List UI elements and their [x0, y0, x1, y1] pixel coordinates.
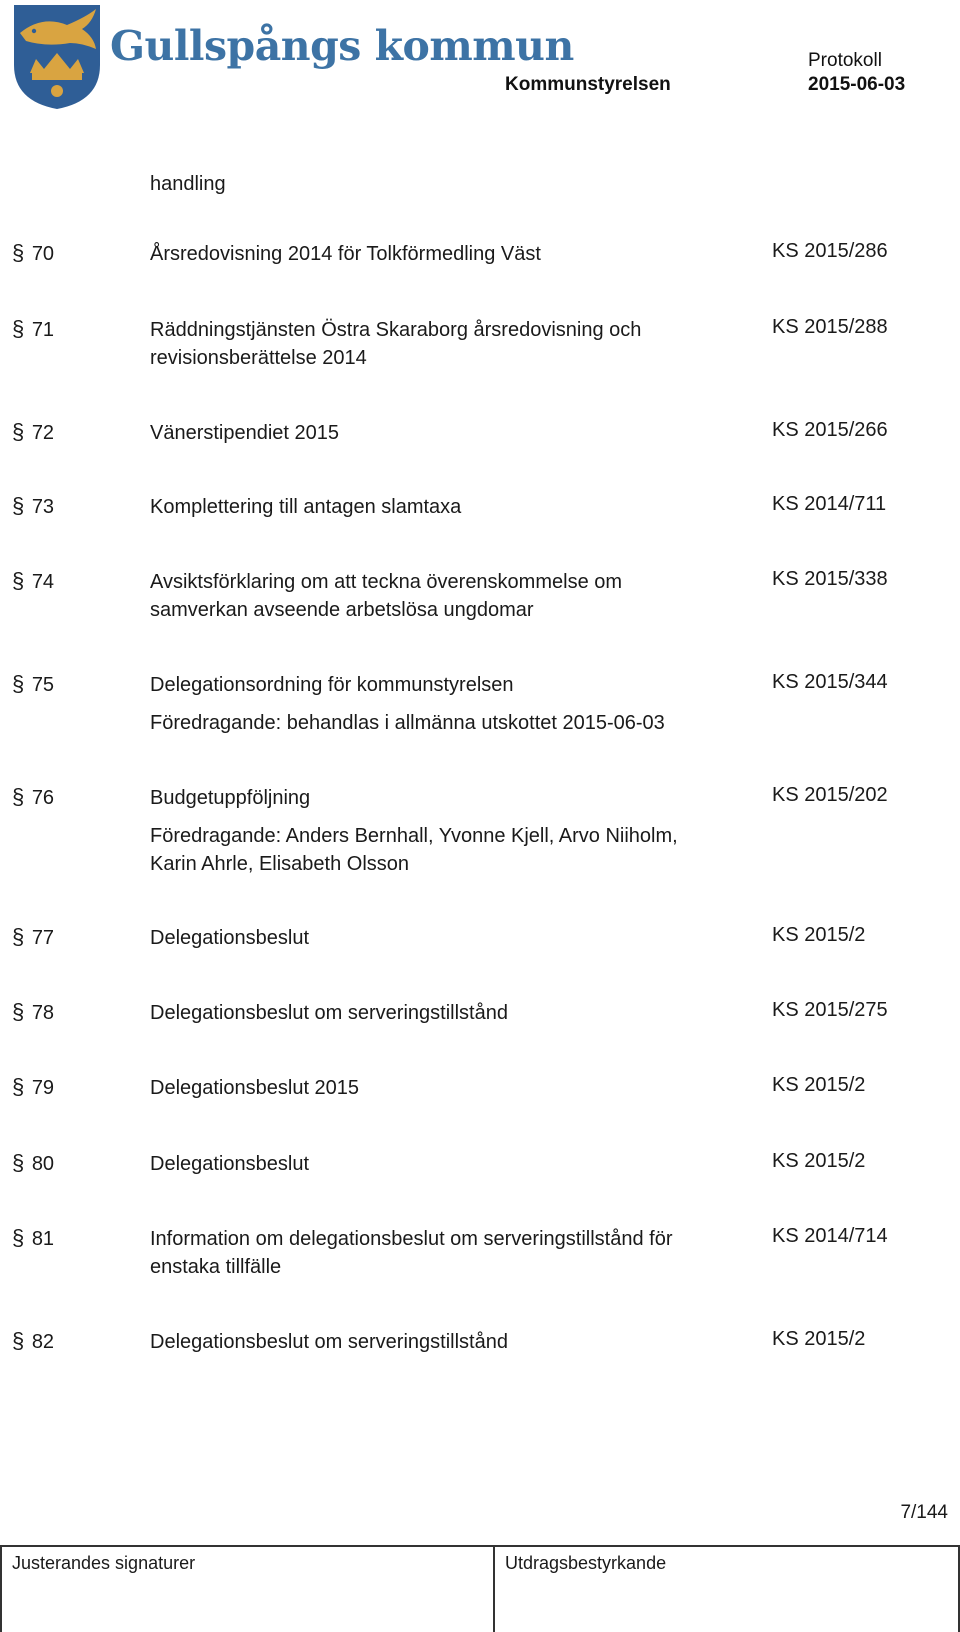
- item-title: Delegationsbeslut: [150, 1153, 309, 1175]
- case-number: KS 2015/2: [772, 1328, 866, 1350]
- coat-of-arms-icon: [12, 3, 102, 111]
- signatures-label: Justerandes signaturer: [12, 1553, 196, 1573]
- paragraph-symbol: §: [12, 568, 25, 593]
- item-title: Avsiktsförklaring om att teckna överenskommelse om samverkan avseende arbetslösa ungdomar: [150, 571, 623, 621]
- section-number: § 78: [12, 999, 55, 1024]
- document-type: Protokoll: [808, 50, 882, 71]
- paragraph-symbol: §: [12, 671, 25, 696]
- section-number: § 77: [12, 924, 55, 949]
- item-presenter: Föredragande: Anders Bernhall, Yvonne Kjell, Arvo Niiholm, Karin Ahrle, Elisabeth Olsson: [150, 825, 678, 875]
- item-title: Delegationsbeslut: [150, 927, 309, 949]
- case-number: KS 2015/275: [772, 999, 888, 1021]
- paragraph-symbol: §: [12, 240, 25, 265]
- case-number: KS 2015/2: [772, 924, 866, 946]
- page-number: 7/144: [900, 1502, 948, 1523]
- item-presenter: Föredragande: behandlas i allmänna utskottet 2015-06-03: [150, 712, 665, 734]
- item-title: Vänerstipendiet 2015: [150, 422, 340, 444]
- section-number: § 75: [12, 671, 55, 696]
- case-number: KS 2014/714: [772, 1225, 888, 1247]
- section-number: § 70: [12, 240, 55, 265]
- meeting-date: 2015-06-03: [808, 74, 906, 95]
- paragraph-symbol: §: [12, 999, 25, 1024]
- item-title: Information om delegationsbeslut om serveringstillstånd för enstaka tillfälle: [150, 1228, 673, 1278]
- section-number: § 80: [12, 1150, 55, 1175]
- section-number: § 74: [12, 568, 55, 593]
- municipality-logo-text: Gullspångs kommun: [110, 22, 574, 70]
- section-number: § 81: [12, 1225, 55, 1250]
- paragraph-symbol: §: [12, 924, 25, 949]
- item-title: Budgetuppföljning: [150, 787, 311, 809]
- item-title: Komplettering till antagen slamtaxa: [150, 496, 462, 518]
- footer-border-left: [0, 1547, 2, 1632]
- case-number: KS 2015/266: [772, 419, 888, 441]
- paragraph-symbol: §: [12, 1328, 25, 1353]
- paragraph-symbol: §: [12, 1225, 25, 1250]
- paragraph-symbol: §: [12, 1150, 25, 1175]
- paragraph-symbol: §: [12, 784, 25, 809]
- section-number: § 73: [12, 493, 55, 518]
- case-number: KS 2015/2: [772, 1074, 866, 1096]
- paragraph-symbol: §: [12, 316, 25, 341]
- item-title: Delegationsordning för kommunstyrelsen: [150, 674, 514, 696]
- case-number: KS 2014/711: [772, 493, 887, 515]
- continued-text: handling: [150, 173, 226, 195]
- case-number: KS 2015/202: [772, 784, 888, 806]
- section-number: § 76: [12, 784, 55, 809]
- case-number: KS 2015/286: [772, 240, 888, 262]
- item-title: Delegationsbeslut om serveringstillstånd: [150, 1002, 508, 1024]
- case-number: KS 2015/288: [772, 316, 888, 338]
- item-title: Räddningstjänsten Östra Skaraborg årsredovisning och revisionsberättelse 2014: [150, 319, 642, 369]
- case-number: KS 2015/344: [772, 671, 888, 693]
- section-number: § 72: [12, 419, 55, 444]
- section-number: § 79: [12, 1074, 55, 1099]
- footer-divider: [493, 1547, 495, 1632]
- signature-footer: [0, 1545, 960, 1632]
- section-number: § 82: [12, 1328, 55, 1353]
- case-number: KS 2015/2: [772, 1150, 866, 1172]
- case-number: KS 2015/338: [772, 568, 888, 590]
- item-title: Årsredovisning 2014 för Tolkförmedling Väst: [150, 243, 541, 265]
- page-header: [0, 0, 960, 115]
- item-title: Delegationsbeslut 2015: [150, 1077, 360, 1099]
- section-number: § 71: [12, 316, 55, 341]
- extract-certification-label: Utdragsbestyrkande: [505, 1553, 667, 1573]
- paragraph-symbol: §: [12, 493, 25, 518]
- item-title: Delegationsbeslut om serveringstillstånd: [150, 1331, 508, 1353]
- paragraph-symbol: §: [12, 1074, 25, 1099]
- paragraph-symbol: §: [12, 419, 25, 444]
- department-name: Kommunstyrelsen: [505, 74, 671, 95]
